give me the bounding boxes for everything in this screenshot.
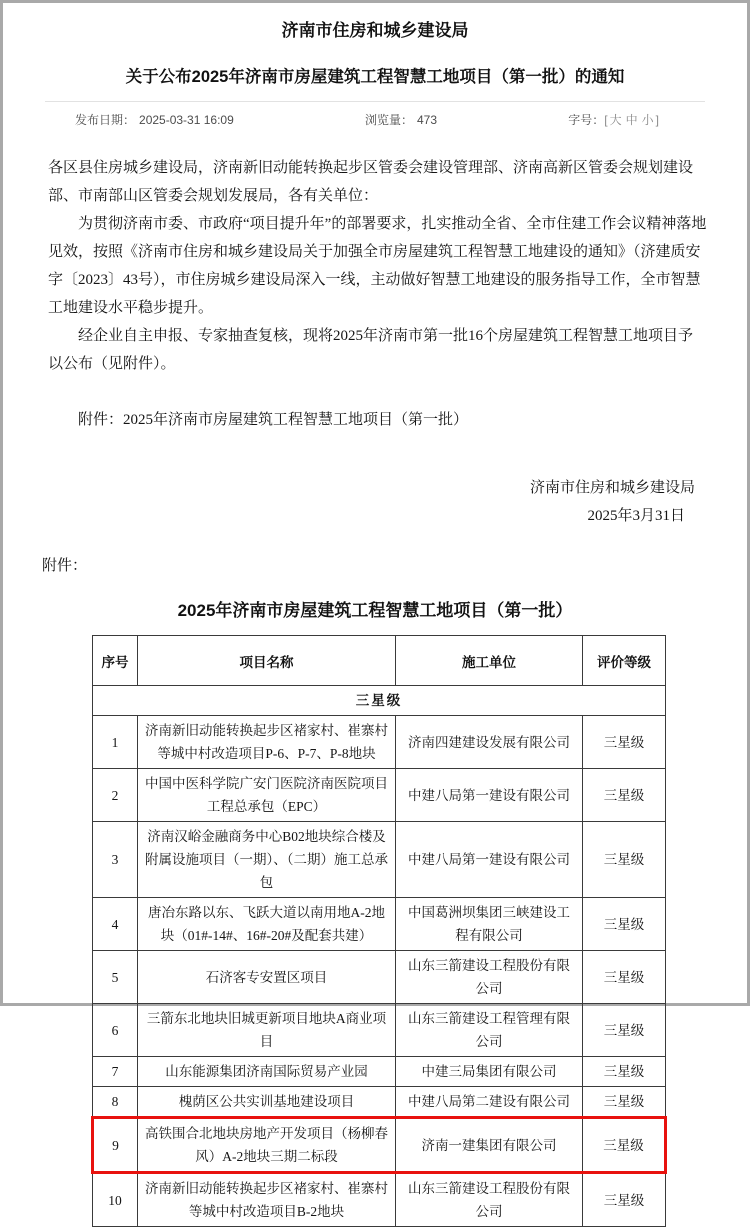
project-name-cell: 石济客专安置区项目 bbox=[138, 951, 396, 1004]
contractor-cell: 中建八局第一建设有限公司 bbox=[396, 822, 583, 898]
group-band-row bbox=[93, 686, 666, 716]
seq-cell: 3 bbox=[93, 822, 138, 898]
group-band-label: 三星级 bbox=[93, 686, 666, 716]
table-row bbox=[93, 769, 666, 822]
font-size-small-button[interactable]: 小 bbox=[641, 113, 654, 127]
view-count-label: 浏览量： bbox=[364, 113, 413, 127]
seq-cell: 10 bbox=[93, 1173, 138, 1227]
font-size-controls bbox=[568, 111, 659, 128]
project-name-cell: 槐荫区公共实训基地建设项目 bbox=[138, 1087, 396, 1118]
paragraph-salutation: 各区县住房城乡建设局，济南新旧动能转换起步区管委会建设管理部、济南高新区管委会规划建设部、市南部山区管委会规划发展局，各有关单位： bbox=[48, 160, 694, 204]
notice-title: 关于公布2025年济南市房屋建筑工程智慧工地项目（第一批）的通知 bbox=[125, 68, 625, 86]
seq-cell: 4 bbox=[93, 898, 138, 951]
rating-cell: 三星级 bbox=[583, 1004, 666, 1057]
rating-cell: 三星级 bbox=[583, 1057, 666, 1087]
contractor-cell: 中建三局集团有限公司 bbox=[396, 1057, 583, 1087]
column-header-seq: 序号 bbox=[93, 636, 138, 686]
table-row bbox=[93, 951, 666, 1004]
rating-cell: 三星级 bbox=[583, 898, 666, 951]
rating-cell: 三星级 bbox=[583, 716, 666, 769]
contractor-cell: 济南一建集团有限公司 bbox=[396, 1118, 583, 1173]
table-row bbox=[93, 716, 666, 769]
column-header-rating: 评价等级 bbox=[583, 636, 666, 686]
projects-table bbox=[91, 635, 667, 1227]
header-divider bbox=[45, 101, 705, 102]
table-row bbox=[93, 1173, 666, 1227]
table-row bbox=[93, 1087, 666, 1118]
seq-cell: 9 bbox=[93, 1118, 138, 1173]
paragraph-announcement: 经企业自主申报、专家抽查复核，现将2025年济南市第一批16个房屋建筑工程智慧工地项目予以公布（见附件）。 bbox=[48, 328, 694, 372]
column-header-project: 项目名称 bbox=[138, 636, 396, 686]
publish-date bbox=[75, 111, 234, 128]
rating-cell: 三星级 bbox=[583, 1118, 666, 1173]
table-row bbox=[93, 1004, 666, 1057]
contractor-cell: 山东三箭建设工程股份有限公司 bbox=[396, 951, 583, 1004]
project-name-cell: 济南新旧动能转换起步区褚家村、崔寨村等城中村改造项目B-2地块 bbox=[138, 1173, 396, 1227]
view-count bbox=[365, 111, 437, 128]
view-count-value: 473 bbox=[417, 113, 438, 127]
seq-cell: 6 bbox=[93, 1004, 138, 1057]
contractor-cell: 济南四建建设发展有限公司 bbox=[396, 716, 583, 769]
rating-cell: 三星级 bbox=[583, 769, 666, 822]
appendix-label: 附件： bbox=[42, 558, 88, 574]
rating-cell: 三星级 bbox=[583, 1087, 666, 1118]
font-size-large-button[interactable]: 大 bbox=[609, 113, 622, 127]
seq-cell: 8 bbox=[93, 1087, 138, 1118]
seq-cell: 7 bbox=[93, 1057, 138, 1087]
project-name-cell: 高铁围合北地块房地产开发项目（杨柳春风）A-2地块三期二标段 bbox=[138, 1118, 396, 1173]
contractor-cell: 中建八局第一建设有限公司 bbox=[396, 769, 583, 822]
contractor-cell: 中国葛洲坝集团三峡建设工程有限公司 bbox=[396, 898, 583, 951]
table-row bbox=[93, 1057, 666, 1087]
font-size-bracket-close: ] bbox=[655, 113, 659, 127]
publish-date-value: 2025-03-31 16:09 bbox=[139, 113, 234, 127]
project-name-cell: 唐冶东路以东、飞跃大道以南用地A-2地块（01#-14#、16#-20#及配套共建） bbox=[138, 898, 396, 951]
seq-cell: 1 bbox=[93, 716, 138, 769]
rating-cell: 三星级 bbox=[583, 951, 666, 1004]
seq-cell: 5 bbox=[93, 951, 138, 1004]
rating-cell: 三星级 bbox=[583, 1173, 666, 1227]
paragraph-background: 为贯彻济南市委、市政府“项目提升年”的部署要求，扎实推动全省、全市住建工作会议精神落地见效，按照《济南市住房和城乡建设局关于加强全市房屋建筑工程智慧工地建设的通知》（济建质安字〔2023〕43号），市住房城乡建设局深入一线，主动做好智慧工地建设的服务指导工作，全市智慧工地建设水平稳步提升。 bbox=[48, 216, 707, 316]
notice-body bbox=[3, 154, 747, 580]
table-row bbox=[93, 1118, 666, 1173]
table-row bbox=[93, 822, 666, 898]
rating-cell: 三星级 bbox=[583, 822, 666, 898]
attachment-reference: 附件：2025年济南市房屋建筑工程智慧工地项目（第一批） bbox=[78, 412, 469, 428]
font-size-medium-button[interactable]: 中 bbox=[625, 113, 638, 127]
column-header-contractor: 施工单位 bbox=[396, 636, 583, 686]
signature-date: 2025年3月31日 bbox=[587, 508, 685, 524]
meta-bar bbox=[3, 111, 747, 128]
appendix-table-title: 2025年济南市房屋建筑工程智慧工地项目（第一批） bbox=[177, 601, 573, 620]
table-header-row bbox=[93, 636, 666, 686]
seq-cell: 2 bbox=[93, 769, 138, 822]
contractor-cell: 山东三箭建设工程股份有限公司 bbox=[396, 1173, 583, 1227]
contractor-cell: 山东三箭建设工程管理有限公司 bbox=[396, 1004, 583, 1057]
font-size-label: 字号： bbox=[568, 113, 605, 127]
projects-table-body bbox=[93, 686, 666, 1227]
project-name-cell: 山东能源集团济南国际贸易产业园 bbox=[138, 1057, 396, 1087]
contractor-cell: 中建八局第二建设有限公司 bbox=[396, 1087, 583, 1118]
project-name-cell: 济南新旧动能转换起步区褚家村、崔寨村等城中村改造项目P-6、P-7、P-8地块 bbox=[138, 716, 396, 769]
font-size-bracket-open: [ bbox=[604, 113, 608, 127]
signature-organization: 济南市住房和城乡建设局 bbox=[529, 480, 695, 496]
table-row bbox=[93, 898, 666, 951]
site-title: 济南市住房和城乡建设局 bbox=[281, 21, 469, 40]
project-name-cell: 济南汉峪金融商务中心B02地块综合楼及附属设施项目（一期）、（二期）施工总承包 bbox=[138, 822, 396, 898]
publish-date-label: 发布日期： bbox=[75, 113, 136, 127]
project-name-cell: 三箭东北地块旧城更新项目地块A商业项目 bbox=[138, 1004, 396, 1057]
project-name-cell: 中国中医科学院广安门医院济南医院项目工程总承包（EPC） bbox=[138, 769, 396, 822]
